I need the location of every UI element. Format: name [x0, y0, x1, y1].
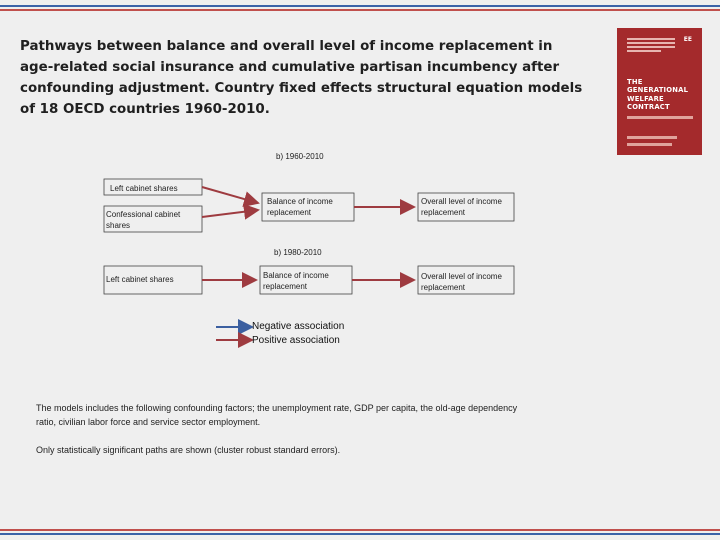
panel-label-1980-2010: b) 1980-2010: [274, 248, 322, 257]
cover-publisher-logo: EE: [683, 36, 692, 43]
label-overall-1: Overall level of income replacement: [421, 197, 502, 217]
slide-title: Pathways between balance and overall level of income replacement in age-related social insurance and cumulative partisan incumbency after confounding adjustment. Country fixed effects structural equation models of 18 OECD countries 1960-2010.: [20, 39, 583, 117]
legend-negative-label: Negative association: [252, 321, 345, 332]
label-confessional-cabinet-1: Confessional cabinet shares: [106, 210, 181, 230]
label-balance-1: Balance of income replacement: [267, 197, 333, 217]
cover-title: THE GENERATIONAL WELFARE CONTRACT: [627, 78, 689, 112]
note-significance: Only statistically significant paths are shown (cluster robust standard errors).: [36, 445, 341, 455]
panel-label-1960-2010: b) 1960-2010: [276, 152, 324, 161]
arrow-left-to-balance-1: [202, 187, 258, 203]
arrow-confessional-to-balance-1: [202, 210, 258, 217]
label-balance-2: Balance of income replacement: [263, 271, 329, 291]
label-left-cabinet-2: Left cabinet shares: [106, 275, 174, 284]
label-left-cabinet-1: Left cabinet shares: [110, 184, 178, 193]
note-confounders: The models includes the following confounding factors; the unemployment rate, GDP per capita, the old-age dependency ratio, civilian labor force and service sector employment.: [36, 403, 518, 427]
label-overall-2: Overall level of income replacement: [421, 272, 502, 292]
legend-positive-label: Positive association: [252, 335, 340, 346]
